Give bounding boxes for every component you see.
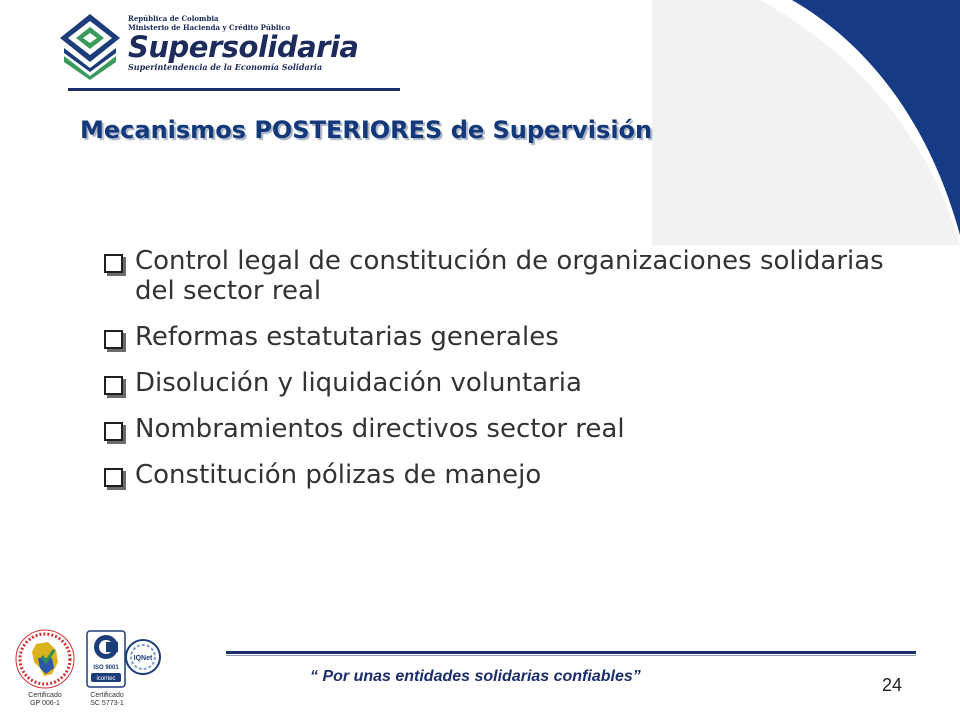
bullet-item xyxy=(102,368,902,398)
cert-label-1: Certificado xyxy=(28,692,62,699)
bullet-text: Constitución pólizas de manejo xyxy=(135,460,542,490)
logo-underline xyxy=(68,88,400,91)
cert-label-2: Certificado xyxy=(90,692,124,699)
iso-label: ISO 9001 xyxy=(93,665,119,671)
logo-subtitle: Superintendencia de la Economía Solidaria xyxy=(128,62,323,72)
bullet-item xyxy=(102,246,902,306)
checkbox-bullet-icon xyxy=(104,376,123,395)
footer-slogan: “ Por unas entidades solidarias confiables” xyxy=(310,668,641,685)
bullet-text: Reformas estatutarias generales xyxy=(135,322,559,352)
checkbox-bullet-icon xyxy=(104,330,123,349)
footer-rule xyxy=(226,651,916,654)
icontec-iso9001-icon xyxy=(86,630,126,688)
checkbox-bullet-icon xyxy=(104,422,123,441)
logo-line-1: República de Colombia xyxy=(128,14,219,23)
bullet-item xyxy=(102,460,902,490)
logo-text-block xyxy=(128,14,358,72)
iqnet-icon xyxy=(124,638,162,676)
bullet-text: Control legal de constitución de organizaciones solidarias del sector real xyxy=(135,246,884,306)
logo-name: Supersolidaria xyxy=(128,30,359,64)
colombia-map-seal-icon xyxy=(12,628,78,690)
iqnet-label: IQNet xyxy=(133,655,153,662)
bullet-item xyxy=(102,322,902,352)
cert-code-2: SC 5773-1 xyxy=(90,700,124,707)
checkbox-bullet-icon xyxy=(104,254,123,273)
cert-caption-1 xyxy=(20,692,70,708)
cert-code-1: GP 006-1 xyxy=(30,700,60,707)
logo-line-2: Ministerio de Hacienda y Crédito Público xyxy=(128,23,291,32)
page-number: 24 xyxy=(882,675,903,695)
bullet-text: Disolución y liquidación voluntaria xyxy=(135,368,582,398)
slide-title: Mecanismos POSTERIORES de Supervisión xyxy=(80,116,653,144)
iso-issuer: icontec xyxy=(96,676,116,682)
supersolidaria-logo-icon xyxy=(58,12,122,80)
bullet-text: Nombramientos directivos sector real xyxy=(135,414,625,444)
bullet-item xyxy=(102,414,902,444)
supersolidaria-logo xyxy=(58,12,358,82)
cert-caption-2 xyxy=(82,692,132,708)
footer-rule-thin xyxy=(226,655,916,656)
bullet-list xyxy=(102,246,902,506)
checkbox-bullet-icon xyxy=(104,468,123,487)
